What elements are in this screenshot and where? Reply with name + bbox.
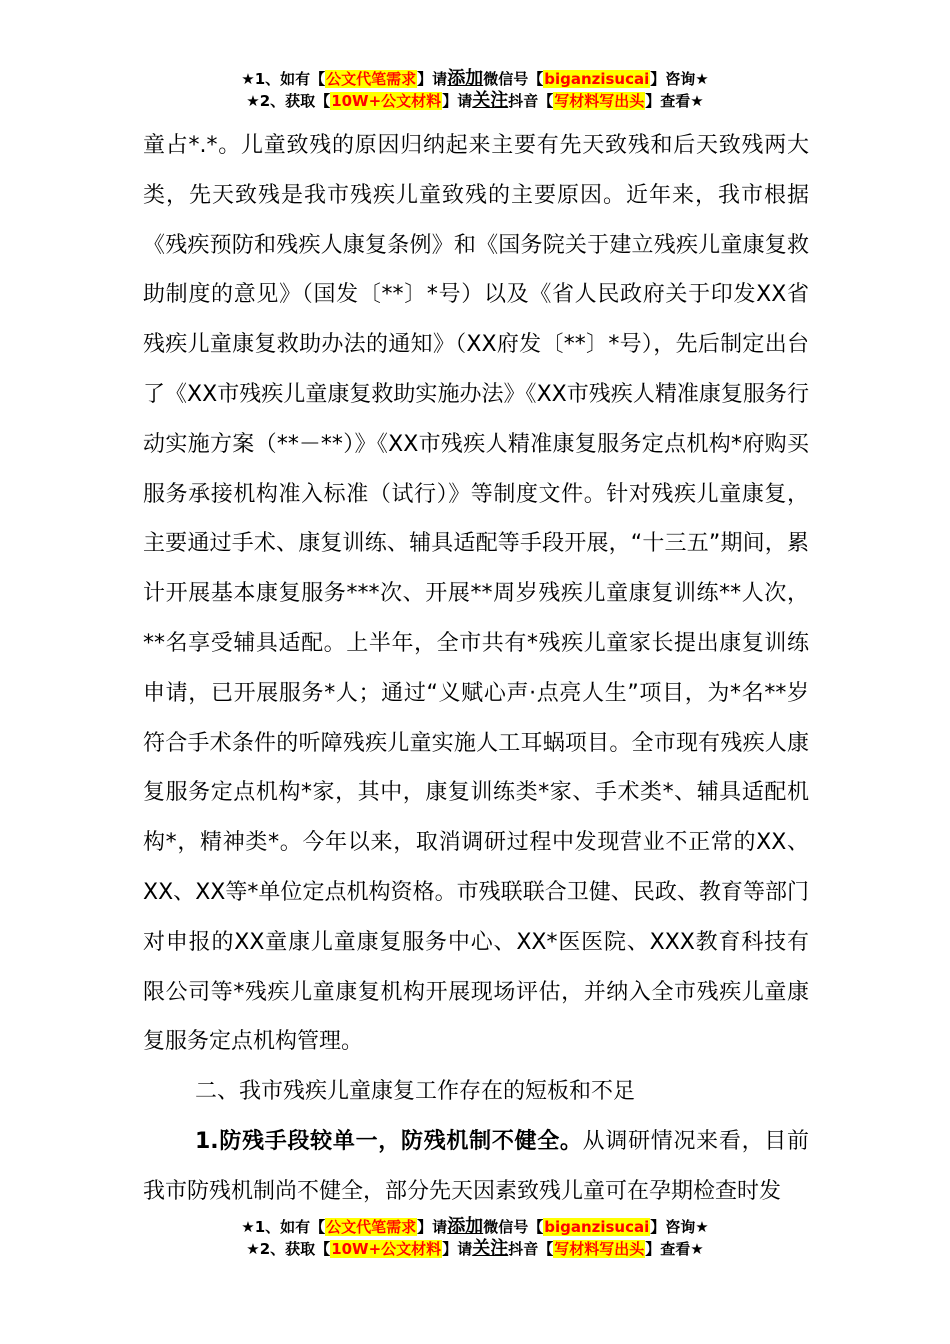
banner-line-1 <box>0 1216 950 1238</box>
banner-text: ★1、如有【 <box>241 70 326 88</box>
banner-text: 微信号【 <box>483 1218 544 1236</box>
banner-highlight: 公文代笔需求 <box>326 70 417 88</box>
banner-text: 】请 <box>442 1240 473 1258</box>
banner-highlight: 写材料写出头 <box>554 92 645 110</box>
banner-highlight: 公文代笔需求 <box>326 1218 417 1236</box>
banner-text: 】咨询★ <box>650 1218 709 1236</box>
banner-text: ★1、如有【 <box>241 1218 326 1236</box>
banner-underlined: 添加 <box>447 68 484 89</box>
banner-text: 】查看★ <box>645 92 704 110</box>
banner-line-2 <box>0 90 950 112</box>
banner-underlined: 关注 <box>472 90 509 111</box>
banner-highlight: 10W+公文材料 <box>331 92 442 110</box>
banner-highlight: biganzisucai <box>544 70 650 88</box>
banner-highlight: 10W+公文材料 <box>331 1240 442 1258</box>
document-body <box>143 121 809 1217</box>
banner-highlight: biganzisucai <box>544 1218 650 1236</box>
banner-text: 抖音【 <box>508 92 554 110</box>
item-text: 从调研情况来看，目前我市防残机制尚不健全，部分先天因素致残儿童可在孕期检查时发 <box>143 1128 809 1204</box>
section-heading: 二、我市残疾儿童康复工作存在的短板和不足 <box>195 1079 636 1105</box>
banner-underlined: 添加 <box>447 1216 484 1237</box>
banner-text: 】查看★ <box>645 1240 704 1258</box>
banner-text: 微信号【 <box>483 70 544 88</box>
banner-text: 抖音【 <box>508 1240 554 1258</box>
body-paragraph-item-1 <box>143 1117 809 1217</box>
banner-text: ★2、获取【 <box>246 1240 331 1258</box>
bottom-banner <box>0 1216 950 1260</box>
banner-text: 】咨询★ <box>650 70 709 88</box>
body-paragraph: 童占*.*。儿童致残的原因归纳起来主要有先天致残和后天致残两大类，先天致残是我市残疾儿童致残的主要原因。近年来，我市根据《残疾预防和残疾人康复条例》和《国务院关于建立残疾儿童康复救助制度的意见》（国发〔**〕*号）以及《省人民政府关于印发XX省残疾儿童康复救助办法的通知》（XX府发〔**〕*号），先后制定出台了《XX市残疾儿童康复救助实施办法》《XX市残疾人精准康复服务行动实施方案（**－**）》《XX市残疾人精准康复服务定点机构*府购买服务承接机构准入标准（试行）》等制度文件。针对残疾儿童康复，主要通过手术、康复训练、辅具适配等手段开展，“十三五”期间，累计开展基本康复服务***次、开展**周岁残疾儿童康复训练**人次，**名享受辅具适配。上半年，全市共有*残疾儿童家长提出康复训练申请，已开展服务*人；通过“义赋心声·点亮人生”项目，为*名**岁符合手术条件的听障残疾儿童实施人工耳蜗项目。全市现有残疾人康复服务定点机构*家，其中，康复训练类*家、手术类*、辅具适配机构*，精神类*。今年以来，取消调研过程中发现营业不正常的XX、XX、XX等*单位定点机构资格。市残联联合卫健、民政、教育等部门对申报的XX童康儿童康复服务中心、XX*医医院、XXX教育科技有限公司等*残疾儿童康复机构开展现场评估，并纳入全市残疾儿童康复服务定点机构管理。 <box>143 133 809 1055</box>
banner-text: 】请 <box>417 70 448 88</box>
banner-underlined: 关注 <box>472 1238 509 1259</box>
banner-text: ★2、获取【 <box>246 92 331 110</box>
item-title: 1.防残手段较单一，防残机制不健全。 <box>195 1128 583 1154</box>
banner-line-1 <box>0 68 950 90</box>
banner-text: 】请 <box>442 92 473 110</box>
banner-line-2 <box>0 1238 950 1260</box>
banner-text: 】请 <box>417 1218 448 1236</box>
top-banner <box>0 68 950 112</box>
banner-highlight: 写材料写出头 <box>554 1240 645 1258</box>
